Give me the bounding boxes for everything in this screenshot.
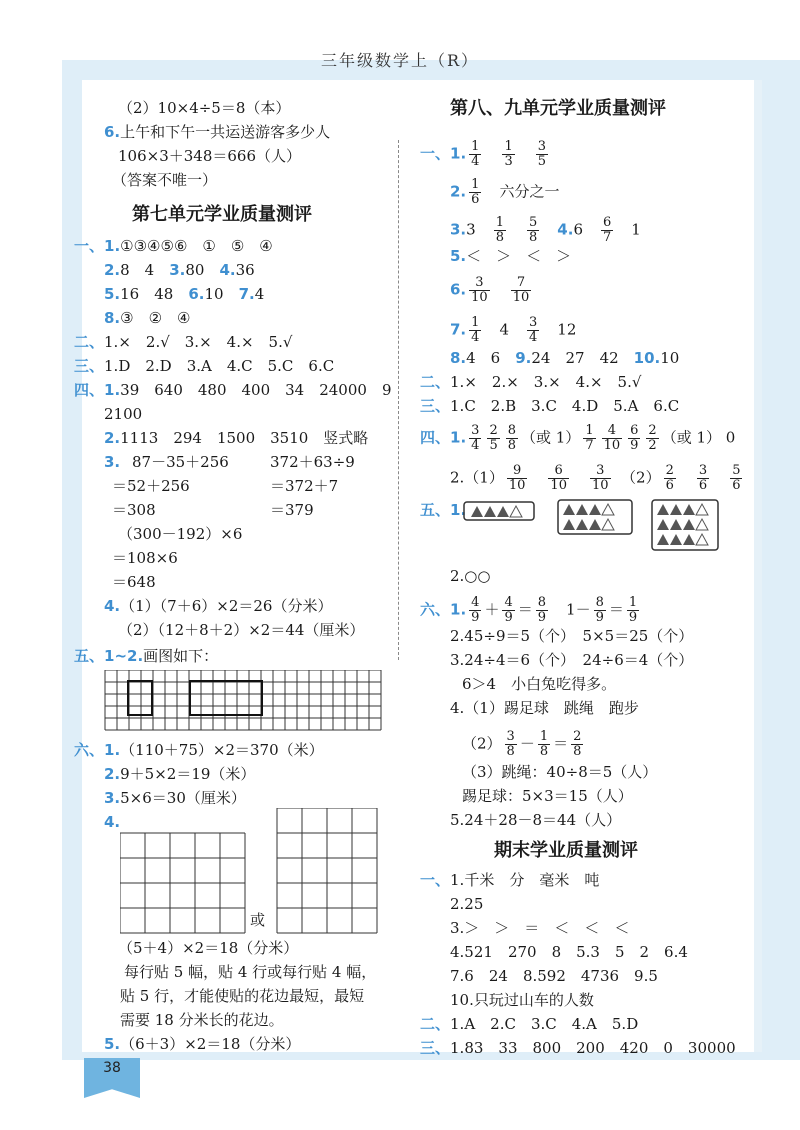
- answer-row: 3.5×6＝30（厘米）: [104, 789, 246, 807]
- section-title-unit7: 第七单元学业质量测评: [132, 204, 312, 225]
- answer-row: 2.9＋5×2＝19（米）: [104, 765, 256, 783]
- answer-row: （2） $\frac{3}{8}$ － $\frac{1}{8}$ ＝ $\frac{2}{8}$: [462, 729, 582, 759]
- answer-row: 六、1.（110＋75）×2＝370（米）: [74, 741, 324, 759]
- grid-4x5: [276, 808, 378, 934]
- answer-row: 5.24＋28－8＝44（人）: [450, 811, 622, 829]
- left-line: 106×3＋348＝666（人）: [118, 147, 302, 165]
- answer-row: 三、1.83 33 800 200 420 0 30000: [420, 1039, 736, 1057]
- answer-row: 7. $\frac{1}{4}$ 4 $\frac{3}{4}$ 12: [450, 315, 577, 345]
- answer-row: 二、1.× 2.√ 3.× 4.× 5.√: [74, 333, 293, 351]
- calc: ＝108×6: [112, 549, 178, 567]
- answer-row: 4.: [104, 813, 121, 831]
- answer-row: 2.25: [450, 895, 484, 913]
- answer-row: 2.1113 294 1500 3510 竖式略: [104, 429, 369, 447]
- drawing-grid: [104, 670, 386, 732]
- answer-row: 二、1.× 2.× 3.× 4.× 5.√: [420, 373, 642, 391]
- answer-row: （3）跳绳：40÷8＝5（人）: [462, 763, 658, 781]
- answer-row: 一、1. $\frac{1}{4}$ $\frac{1}{3}$ $\frac{3}{5}$: [420, 139, 547, 169]
- calc: （300－192）×6: [118, 525, 243, 543]
- answer-row: 6＞4 小白兔吃得多。: [462, 675, 617, 693]
- left-line: （答案不唯一）: [112, 171, 218, 189]
- answer-row: 8.③ ② ④: [104, 309, 191, 327]
- calc: ＝52＋256: [112, 477, 190, 495]
- answer-row: 3.24÷4＝6（个） 24÷6＝4（个）: [450, 651, 694, 669]
- answer-row: （2）（12＋8＋2）×2＝44（厘米）: [118, 621, 365, 639]
- or-label: 或: [250, 911, 266, 929]
- answer-row: 8.4 6 9.24 27 42 10.10: [450, 349, 680, 367]
- answer-row: 3.3 $\frac{1}{8}$ $\frac{5}{8}$ 4.6 $\frac{6}{7}$ 1: [450, 215, 641, 245]
- answer-row: 一、1.①③④⑤⑥ ① ⑤ ④: [74, 237, 273, 255]
- answer-row: 四、1. $\frac{3}{4}$ $\frac{2}{5}$ $\frac{8}{8}$ （或 1） $\frac{1}{7}$ $\frac{4}{10}$ $\frac{6}{9}$ $\frac{2}{2}$ （或 1） 0: [420, 423, 736, 453]
- page-header: 三年级数学上（R）: [320, 51, 480, 70]
- left-line: 6.上午和下午一共运送游客多少人: [104, 123, 331, 141]
- calc: 87－35＋256: [132, 453, 229, 471]
- answer-row: 五、1.: [420, 501, 467, 519]
- answer-row: 2.45÷9＝5（个） 5×5＝25（个）: [450, 627, 694, 645]
- answer-row: 六、1. $\frac{4}{9}$ ＋ $\frac{4}{9}$ ＝ $\frac{8}{9}$ 1－ $\frac{8}{9}$ ＝ $\frac{1}{9}$: [420, 595, 638, 625]
- answer-row: 10.只玩过山车的人数: [450, 991, 594, 1009]
- answer-row: 二、1.A 2.C 3.C 4.A 5.D: [420, 1015, 639, 1033]
- page-number: 38: [103, 1060, 121, 1076]
- column-divider: [398, 140, 399, 660]
- calc: ＝372＋7: [270, 477, 339, 495]
- answer-row: 3.＞ ＞ ＝ ＜ ＜ ＜: [450, 919, 630, 937]
- section-title-unit89: 第八、九单元学业质量测评: [450, 98, 666, 119]
- answer-row: 6. $\frac{3}{10}$ $\frac{7}{10}$: [450, 275, 530, 305]
- answer-row: （5＋4）×2＝18（分米）: [118, 939, 299, 957]
- answer-row: 3.: [104, 453, 121, 471]
- answer-row: 5.16 48 6.10 7.4: [104, 285, 265, 303]
- answer-row: 三、1.D 2.D 3.A 4.C 5.C 6.C: [74, 357, 335, 375]
- calc: ＝379: [270, 501, 314, 519]
- calc: 372＋63÷9: [270, 453, 355, 471]
- grid-5x4: [120, 832, 246, 934]
- answer-row: 5.（6＋3）×2＝18（分米）: [104, 1035, 301, 1053]
- answer-row: 四、1.39 640 480 400 34 24000 9: [74, 381, 392, 399]
- answer-row: 4.521 270 8 5.3 5 2 6.4: [450, 943, 688, 961]
- answer-row: 贴 5 行，才能使贴的花边最短，最短: [120, 987, 365, 1005]
- answer-row: 2.○○: [450, 567, 491, 585]
- answer-row: 5.＜ ＞ ＜ ＞: [450, 247, 572, 265]
- answer-row: 4.（1）踢足球 跳绳 跑步: [450, 699, 639, 717]
- triangle-groups: [462, 498, 732, 554]
- answer-row: 一、1.千米 分 毫米 吨: [420, 871, 600, 889]
- answer-row: 2100: [104, 405, 143, 423]
- answer-row: 2.（1） $\frac{9}{10}$ $\frac{6}{10}$ $\frac{3}{10}$ （2） $\frac{2}{6}$ $\frac{3}{6}$ $\frac{5}{6}$: [450, 463, 741, 493]
- answer-row: 踢足球：5×3＝15（人）: [462, 787, 633, 805]
- answer-row: 2. $\frac{1}{6}$ 六分之一: [450, 177, 560, 207]
- left-line: （2）10×4÷5＝8（本）: [118, 99, 291, 117]
- answer-row: 需要 18 分米长的花边。: [120, 1011, 284, 1029]
- answer-row: 三、1.C 2.B 3.C 4.D 5.A 6.C: [420, 397, 680, 415]
- answer-row: 每行贴 5 幅，贴 4 行或每行贴 4 幅，: [124, 963, 377, 981]
- answer-row: 7.6 24 8.592 4736 9.5: [450, 967, 658, 985]
- answer-row: 2.8 4 3.80 4.36: [104, 261, 255, 279]
- answer-row: 4.（1）（7＋6）×2＝26（分米）: [104, 597, 333, 615]
- section-title-final: 期末学业质量测评: [494, 840, 638, 861]
- calc: ＝648: [112, 573, 156, 591]
- answer-row: 五、1~2.画图如下：: [74, 647, 219, 665]
- calc: ＝308: [112, 501, 156, 519]
